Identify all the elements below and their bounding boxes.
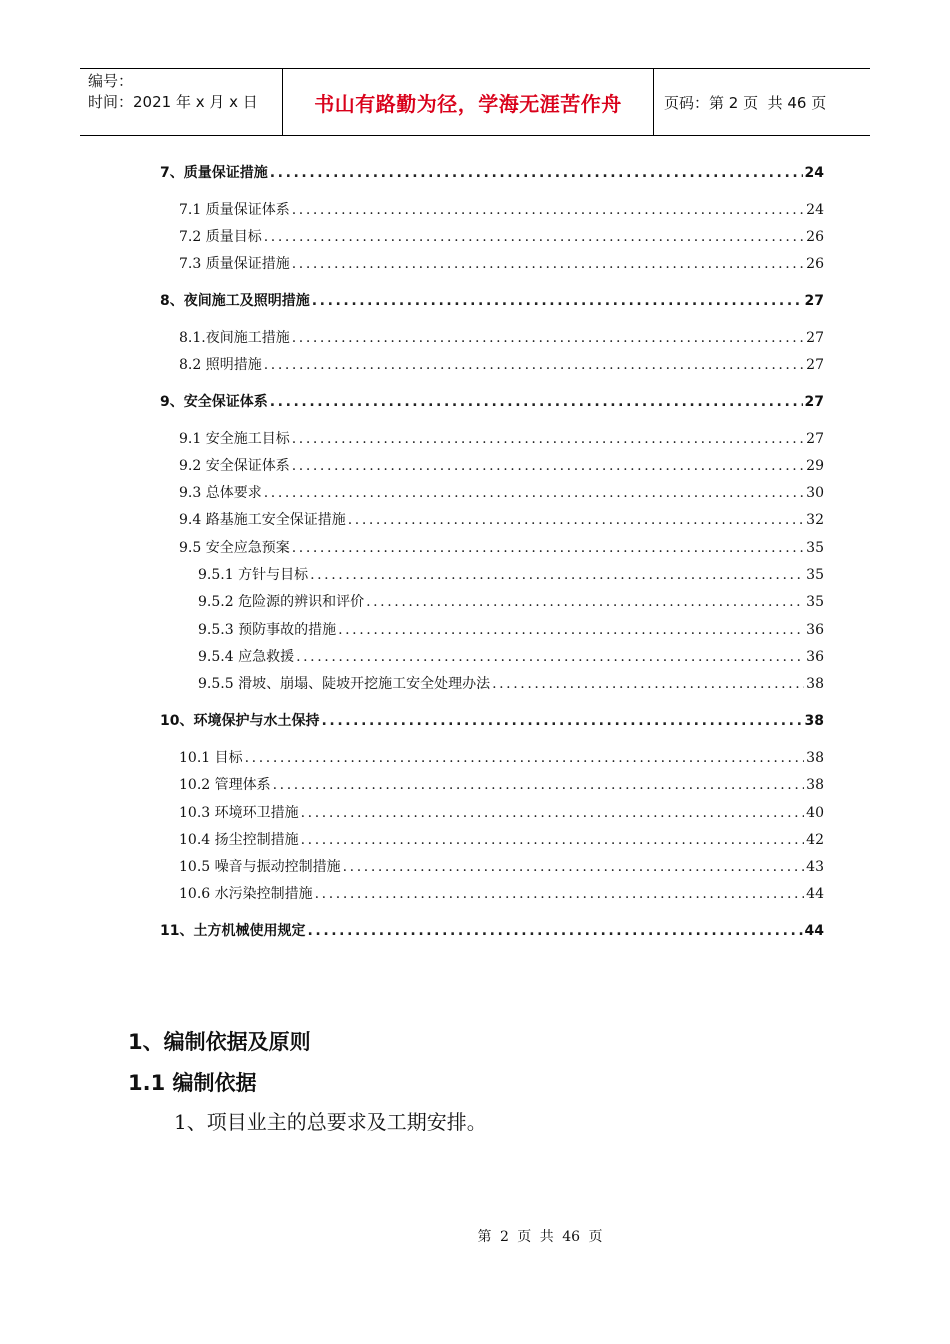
toc-leader-dots	[264, 483, 804, 503]
toc-entry-page: 38	[806, 750, 824, 766]
toc-leader-dots	[270, 163, 803, 183]
toc-entry[interactable]	[179, 538, 824, 558]
toc-leader-dots	[338, 620, 804, 640]
toc-entry[interactable]	[179, 857, 824, 877]
toc-entry-title: 9.5 安全应急预案	[179, 540, 290, 556]
page-header	[80, 68, 870, 136]
toc-entry[interactable]	[179, 328, 824, 348]
toc-entry[interactable]	[198, 647, 824, 667]
toc-entry-page: 44	[806, 886, 824, 902]
toc-entry-title: 9.2 安全保证体系	[179, 458, 290, 474]
toc-entry-page: 36	[806, 649, 824, 665]
body-paragraph: 1、项目业主的总要求及工期安排。	[174, 1110, 487, 1134]
toc-leader-dots	[301, 830, 805, 850]
toc-entry-page: 27	[806, 357, 824, 373]
page-footer: 第 2 页 共 46 页	[477, 1229, 603, 1245]
toc-entry-title: 7.1 质量保证体系	[179, 202, 290, 218]
header-page-info-text: 页码：第 2 页 共 46 页	[664, 93, 827, 112]
toc-entry[interactable]	[179, 355, 824, 375]
header-motto: 书山有路勤为径，学海无涯苦作舟	[282, 69, 654, 135]
toc-entry[interactable]	[179, 510, 824, 530]
toc-entry-page: 32	[806, 512, 824, 528]
toc-entry[interactable]	[179, 884, 824, 904]
toc-entry[interactable]	[179, 200, 824, 220]
toc-entry[interactable]	[160, 163, 824, 183]
toc-entry[interactable]	[179, 748, 824, 768]
toc-entry-title: 8、夜间施工及照明措施	[160, 293, 310, 309]
toc-entry-page: 43	[806, 859, 824, 875]
toc-leader-dots	[348, 510, 804, 530]
toc-entry[interactable]	[179, 483, 824, 503]
toc-leader-dots	[366, 592, 804, 612]
doc-number-label: 编号：	[88, 72, 134, 90]
toc-leader-dots	[296, 647, 804, 667]
toc-entry-title: 8.2 照明措施	[179, 357, 262, 373]
toc-entry-page: 38	[806, 777, 824, 793]
toc-entry-title: 10.2 管理体系	[179, 777, 271, 793]
toc-leader-dots	[264, 355, 804, 375]
header-page-info	[654, 69, 870, 135]
toc-entry[interactable]	[198, 674, 824, 694]
toc-entry-page: 38	[806, 676, 824, 692]
toc-leader-dots	[292, 254, 804, 274]
toc-entry-page: 42	[806, 832, 824, 848]
toc-leader-dots	[343, 857, 805, 877]
toc-entry-title: 9.3 总体要求	[179, 485, 262, 501]
toc-entry-page: 36	[806, 622, 824, 638]
toc-entry-title: 9、安全保证体系	[160, 394, 268, 410]
toc-leader-dots	[264, 227, 804, 247]
toc-entry-page: 27	[804, 293, 824, 309]
toc-entry-page: 27	[804, 394, 824, 410]
doc-date-label: 时间：2021 年 x 月 x 日	[88, 93, 258, 111]
toc-entry-page: 35	[806, 567, 824, 583]
toc-entry-page: 24	[806, 202, 824, 218]
toc-entry-title: 9.4 路基施工安全保证措施	[179, 512, 346, 528]
toc-leader-dots	[245, 748, 805, 768]
toc-entry-page: 44	[804, 923, 824, 939]
toc-entry-title: 10.1 目标	[179, 750, 243, 766]
toc-entry[interactable]	[179, 803, 824, 823]
toc-entry[interactable]	[179, 775, 824, 795]
toc-entry-title: 7.3 质量保证措施	[179, 256, 290, 272]
toc-leader-dots	[292, 538, 804, 558]
toc-entry-page: 24	[804, 165, 824, 181]
toc-entry-page: 27	[806, 330, 824, 346]
toc-entry-title: 9.5.3 预防事故的措施	[198, 622, 337, 638]
toc-entry-page: 35	[806, 594, 824, 610]
toc-entry-title: 9.5.5 滑坡、崩塌、陡坡开挖施工安全处理办法	[198, 676, 491, 692]
toc-entry-title: 10.5 噪音与振动控制措施	[179, 859, 341, 875]
toc-entry[interactable]	[160, 711, 824, 731]
toc-leader-dots	[321, 711, 802, 731]
toc-entry-title: 9.5.2 危险源的辨识和评价	[198, 594, 365, 610]
toc-entry-title: 8.1.夜间施工措施	[179, 330, 290, 346]
toc-leader-dots	[292, 328, 804, 348]
toc-entry-title: 10.6 水污染控制措施	[179, 886, 313, 902]
toc-entry[interactable]	[179, 254, 824, 274]
toc-entry-title: 10.3 环境环卫措施	[179, 805, 299, 821]
toc-leader-dots	[270, 392, 803, 412]
toc-leader-dots	[307, 921, 802, 941]
toc-entry-title: 9.5.4 应急救援	[198, 649, 295, 665]
toc-entry[interactable]	[160, 921, 824, 941]
toc-entry[interactable]	[179, 456, 824, 476]
toc-entry-title: 7、质量保证措施	[160, 165, 268, 181]
toc-leader-dots	[301, 803, 805, 823]
toc-entry-title: 9.5.1 方针与目标	[198, 567, 309, 583]
toc-leader-dots	[292, 429, 804, 449]
toc-entry[interactable]	[198, 592, 824, 612]
toc-entry-page: 26	[806, 229, 824, 245]
toc-entry[interactable]	[198, 620, 824, 640]
toc-entry-page: 27	[806, 431, 824, 447]
subsection-heading: 1.1 编制依据	[128, 1071, 257, 1095]
toc-leader-dots	[273, 775, 805, 795]
toc-entry-page: 29	[806, 458, 824, 474]
toc-entry[interactable]	[179, 830, 824, 850]
toc-leader-dots	[312, 291, 803, 311]
toc-leader-dots	[292, 200, 804, 220]
section-heading: 1、编制依据及原则	[128, 1030, 311, 1054]
toc-entry-page: 26	[806, 256, 824, 272]
toc-entry-page: 38	[804, 713, 824, 729]
toc-leader-dots	[292, 456, 804, 476]
toc-entry[interactable]	[160, 392, 824, 412]
toc-entry-page: 30	[806, 485, 824, 501]
toc-entry-title: 10、环境保护与水土保持	[160, 713, 320, 729]
toc-entry-title: 10.4 扬尘控制措施	[179, 832, 299, 848]
toc-entry-page: 40	[806, 805, 824, 821]
toc-entry-title: 9.1 安全施工目标	[179, 431, 290, 447]
toc-entry[interactable]	[160, 291, 824, 311]
toc-leader-dots	[315, 884, 805, 904]
header-meta	[80, 69, 282, 135]
toc-entry[interactable]	[179, 429, 824, 449]
toc-entry[interactable]	[179, 227, 824, 247]
toc-leader-dots	[310, 565, 804, 585]
toc-entry[interactable]	[198, 565, 824, 585]
toc-entry-title: 7.2 质量目标	[179, 229, 262, 245]
toc-entry-page: 35	[806, 540, 824, 556]
toc-leader-dots	[492, 674, 804, 694]
toc-entry-title: 11、土方机械使用规定	[160, 923, 306, 939]
